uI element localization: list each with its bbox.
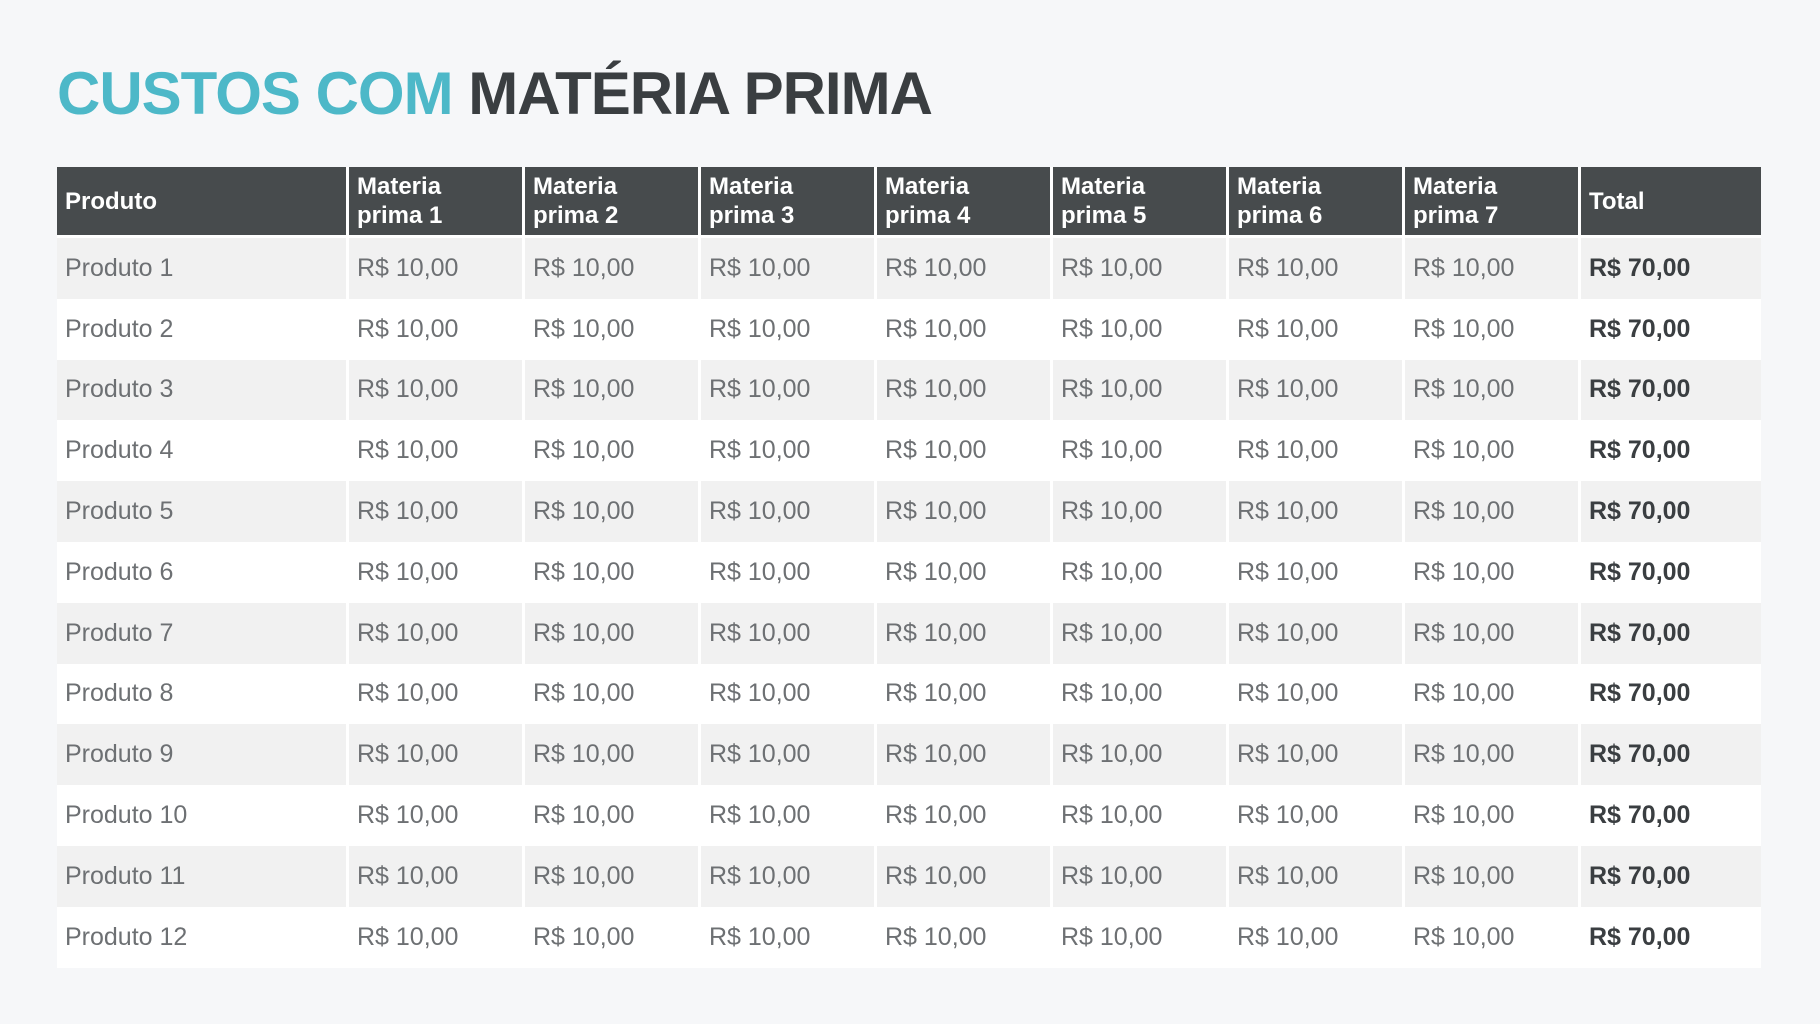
product-name-cell: Produto 4 [57, 420, 349, 481]
product-name-cell: Produto 11 [57, 846, 349, 907]
table-row [57, 846, 1761, 907]
product-name-cell: Produto 6 [57, 542, 349, 603]
column-header-text: Materia [533, 173, 618, 200]
cost-cell: R$ 10,00 [701, 724, 877, 785]
cost-cell: R$ 10,00 [701, 235, 877, 299]
cost-cell: R$ 10,00 [349, 542, 525, 603]
cost-cell: R$ 10,00 [349, 785, 525, 846]
cost-cell: R$ 10,00 [1405, 420, 1581, 481]
total-cell: R$ 70,00 [1581, 360, 1761, 421]
column-header-total [1581, 167, 1761, 235]
cost-cell: R$ 10,00 [877, 664, 1053, 725]
cost-cell: R$ 10,00 [1405, 299, 1581, 360]
cost-cell: R$ 10,00 [1229, 542, 1405, 603]
total-cell: R$ 70,00 [1581, 785, 1761, 846]
table-row [57, 603, 1761, 664]
cost-cell: R$ 10,00 [1405, 603, 1581, 664]
cost-cell: R$ 10,00 [701, 360, 877, 421]
cost-cell: R$ 10,00 [877, 907, 1053, 968]
cost-cell: R$ 10,00 [701, 907, 877, 968]
cost-cell: R$ 10,00 [525, 542, 701, 603]
column-header-materia-prima-4 [877, 167, 1053, 235]
table-header [57, 167, 1761, 235]
cost-cell: R$ 10,00 [1229, 603, 1405, 664]
page-title [57, 58, 932, 130]
product-name-cell: Produto 3 [57, 360, 349, 421]
total-cell: R$ 70,00 [1581, 420, 1761, 481]
cost-cell: R$ 10,00 [1053, 785, 1229, 846]
cost-cell: R$ 10,00 [1229, 420, 1405, 481]
column-header-text: Materia [357, 173, 442, 200]
cost-cell: R$ 10,00 [1053, 603, 1229, 664]
cost-cell: R$ 10,00 [1229, 235, 1405, 299]
column-header-produto [57, 167, 349, 235]
cost-cell: R$ 10,00 [1053, 481, 1229, 542]
cost-cell: R$ 10,00 [1229, 846, 1405, 907]
column-header-materia-prima-2 [525, 167, 701, 235]
cost-cell: R$ 10,00 [349, 724, 525, 785]
product-name-cell: Produto 8 [57, 664, 349, 725]
cost-cell: R$ 10,00 [1405, 664, 1581, 725]
cost-cell: R$ 10,00 [877, 542, 1053, 603]
cost-cell: R$ 10,00 [525, 664, 701, 725]
table-row [57, 907, 1761, 968]
cost-cell: R$ 10,00 [1405, 724, 1581, 785]
table-row [57, 724, 1761, 785]
cost-cell: R$ 10,00 [877, 603, 1053, 664]
cost-cell: R$ 10,00 [701, 420, 877, 481]
cost-cell: R$ 10,00 [1405, 360, 1581, 421]
column-header-text: Produto [65, 187, 157, 215]
cost-cell: R$ 10,00 [349, 235, 525, 299]
cost-cell: R$ 10,00 [525, 235, 701, 299]
cost-cell: R$ 10,00 [349, 907, 525, 968]
column-header-text: Materia [885, 173, 970, 200]
total-cell: R$ 70,00 [1581, 235, 1761, 299]
product-name-cell: Produto 5 [57, 481, 349, 542]
cost-cell: R$ 10,00 [1405, 542, 1581, 603]
cost-cell: R$ 10,00 [525, 420, 701, 481]
cost-cell: R$ 10,00 [349, 299, 525, 360]
column-header-text: prima 4 [885, 202, 971, 229]
cost-cell: R$ 10,00 [1405, 481, 1581, 542]
cost-cell: R$ 10,00 [525, 481, 701, 542]
table-header-row [57, 167, 1761, 235]
cost-cell: R$ 10,00 [701, 846, 877, 907]
column-header-text: Total [1589, 187, 1645, 215]
column-header-text: prima 1 [357, 202, 443, 229]
cost-cell: R$ 10,00 [701, 299, 877, 360]
cost-cell: R$ 10,00 [349, 420, 525, 481]
column-header-text: Materia [1061, 173, 1146, 200]
total-cell: R$ 70,00 [1581, 724, 1761, 785]
cost-cell: R$ 10,00 [1405, 907, 1581, 968]
column-header-text: prima 7 [1413, 202, 1499, 229]
table-row [57, 481, 1761, 542]
cost-cell: R$ 10,00 [525, 724, 701, 785]
cost-cell: R$ 10,00 [1229, 907, 1405, 968]
column-header-text: prima 5 [1061, 202, 1147, 229]
cost-cell: R$ 10,00 [1053, 542, 1229, 603]
cost-cell: R$ 10,00 [701, 542, 877, 603]
cost-table [57, 167, 1761, 968]
product-name-cell: Produto 7 [57, 603, 349, 664]
cost-cell: R$ 10,00 [525, 846, 701, 907]
cost-cell: R$ 10,00 [1053, 724, 1229, 785]
column-header-materia-prima-3 [701, 167, 877, 235]
table-row [57, 785, 1761, 846]
cost-cell: R$ 10,00 [1053, 299, 1229, 360]
table-body [57, 235, 1761, 968]
total-cell: R$ 70,00 [1581, 907, 1761, 968]
column-header-text: prima 3 [709, 202, 795, 229]
table-row [57, 664, 1761, 725]
cost-cell: R$ 10,00 [1053, 235, 1229, 299]
total-cell: R$ 70,00 [1581, 299, 1761, 360]
total-cell: R$ 70,00 [1581, 846, 1761, 907]
cost-cell: R$ 10,00 [877, 481, 1053, 542]
cost-cell: R$ 10,00 [1229, 360, 1405, 421]
column-header-text: prima 2 [533, 202, 619, 229]
cost-cell: R$ 10,00 [701, 785, 877, 846]
cost-cell: R$ 10,00 [701, 481, 877, 542]
table-row [57, 360, 1761, 421]
column-header-materia-prima-1 [349, 167, 525, 235]
cost-cell: R$ 10,00 [1229, 299, 1405, 360]
cost-cell: R$ 10,00 [349, 360, 525, 421]
cost-cell: R$ 10,00 [1405, 785, 1581, 846]
cost-cell: R$ 10,00 [1405, 846, 1581, 907]
column-header-materia-prima-7 [1405, 167, 1581, 235]
cost-cell: R$ 10,00 [877, 235, 1053, 299]
cost-cell: R$ 10,00 [1053, 420, 1229, 481]
cost-cell: R$ 10,00 [525, 907, 701, 968]
total-cell: R$ 70,00 [1581, 664, 1761, 725]
table-row [57, 299, 1761, 360]
cost-cell: R$ 10,00 [349, 603, 525, 664]
column-header-text: Materia [1413, 173, 1498, 200]
cost-cell: R$ 10,00 [701, 603, 877, 664]
cost-cell: R$ 10,00 [1053, 846, 1229, 907]
title-main: MATÉRIA PRIMA [468, 60, 932, 127]
column-header-text: Materia [1237, 173, 1322, 200]
total-cell: R$ 70,00 [1581, 481, 1761, 542]
product-name-cell: Produto 1 [57, 235, 349, 299]
cost-cell: R$ 10,00 [877, 724, 1053, 785]
product-name-cell: Produto 9 [57, 724, 349, 785]
cost-cell: R$ 10,00 [525, 785, 701, 846]
cost-cell: R$ 10,00 [1053, 360, 1229, 421]
product-name-cell: Produto 2 [57, 299, 349, 360]
cost-cell: R$ 10,00 [349, 664, 525, 725]
cost-cell: R$ 10,00 [525, 603, 701, 664]
table-row [57, 420, 1761, 481]
column-header-materia-prima-6 [1229, 167, 1405, 235]
column-header-text: Materia [709, 173, 794, 200]
column-header-text: prima 6 [1237, 202, 1323, 229]
total-cell: R$ 70,00 [1581, 542, 1761, 603]
cost-cell: R$ 10,00 [349, 846, 525, 907]
table-row [57, 542, 1761, 603]
cost-cell: R$ 10,00 [1405, 235, 1581, 299]
title-accent: CUSTOS COM [57, 60, 453, 127]
cost-cell: R$ 10,00 [525, 299, 701, 360]
table-row [57, 235, 1761, 299]
cost-cell: R$ 10,00 [877, 299, 1053, 360]
cost-cell: R$ 10,00 [877, 846, 1053, 907]
cost-cell: R$ 10,00 [877, 360, 1053, 421]
cost-cell: R$ 10,00 [877, 785, 1053, 846]
cost-cell: R$ 10,00 [877, 420, 1053, 481]
cost-cell: R$ 10,00 [525, 360, 701, 421]
cost-cell: R$ 10,00 [1229, 481, 1405, 542]
product-name-cell: Produto 10 [57, 785, 349, 846]
product-name-cell: Produto 12 [57, 907, 349, 968]
cost-cell: R$ 10,00 [1053, 907, 1229, 968]
cost-cell: R$ 10,00 [349, 481, 525, 542]
cost-cell: R$ 10,00 [1229, 664, 1405, 725]
cost-cell: R$ 10,00 [701, 664, 877, 725]
total-cell: R$ 70,00 [1581, 603, 1761, 664]
cost-cell: R$ 10,00 [1229, 785, 1405, 846]
cost-cell: R$ 10,00 [1229, 724, 1405, 785]
column-header-materia-prima-5 [1053, 167, 1229, 235]
cost-cell: R$ 10,00 [1053, 664, 1229, 725]
